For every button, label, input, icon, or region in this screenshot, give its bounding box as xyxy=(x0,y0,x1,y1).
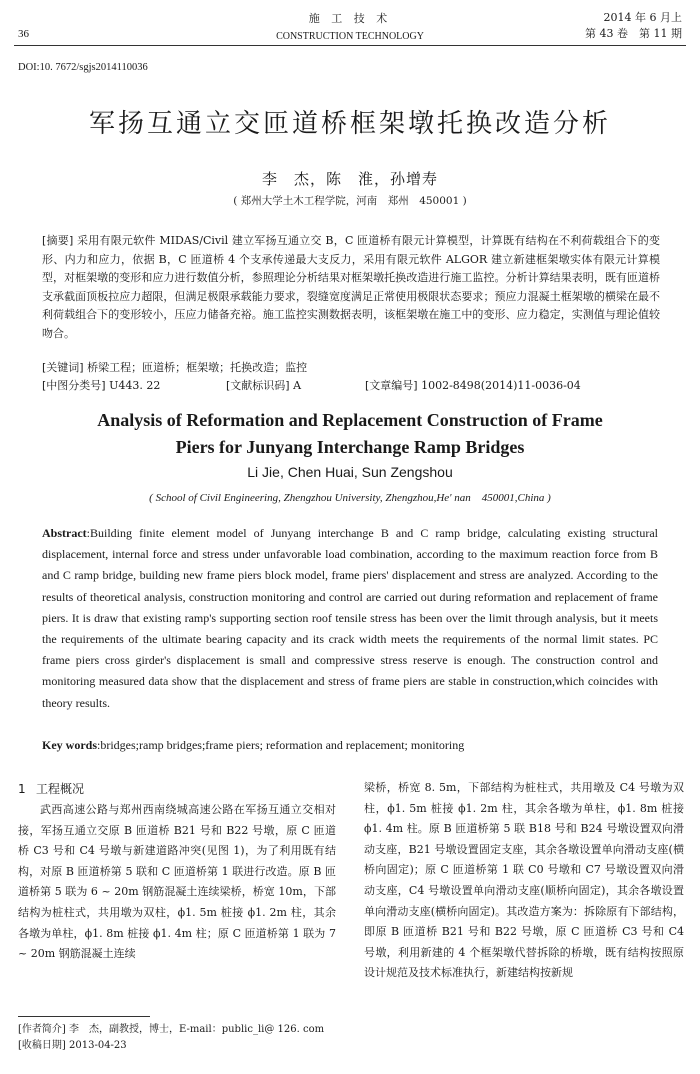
title-en-line-2: Piers for Junyang Interchange Ramp Bridges xyxy=(175,437,525,457)
header-divider xyxy=(14,45,686,46)
keywords-en xyxy=(42,738,658,753)
footnote-author xyxy=(18,1023,338,1037)
keywords-cn-text: 桥梁工程；匝道桥；框架墩；托换改造；监控 xyxy=(87,361,308,374)
journal-header xyxy=(220,10,480,42)
keywords-en-text: :bridges;ramp bridges;frame piers; reformation and replacement; monitoring xyxy=(97,738,465,752)
affiliation-en: ( School of Civil Engineering, Zhengzhou University, Zhengzhou,He' nan 450001,China ) xyxy=(149,492,551,504)
article-label: [文章编号] xyxy=(365,379,418,392)
clc-code xyxy=(42,377,160,393)
section-title: 工程概况 xyxy=(36,782,85,796)
journal-name-cn: 施 工 技 术 xyxy=(308,12,392,25)
keywords-en-label: Key words xyxy=(42,738,97,752)
keywords-cn-label: [关键词] xyxy=(42,361,84,374)
doi: DOI:10. 7672/sgjs2014110036 xyxy=(18,62,148,73)
footnote-divider xyxy=(18,1016,150,1017)
title-en-line-1: Analysis of Reformation and Replacement Construction of Frame xyxy=(97,410,603,430)
paragraph-right: 梁桥，桥宽 8. 5m，下部结构为桩柱式，共用墩及 C4 号墩为双柱，ϕ1. 5m 桩接 ϕ1. 2m 柱，其余各墩为单柱，ϕ1. 8m 桩接 ϕ1. 4m 柱。原 B 匝道桥第 5 联 B18 号和 B24 号墩设置双向滑动支座，B21 号墩设置固定支座，其余各墩设置单向滑动支座(横桥向固定)；原 C 匝道桥第 1 联 C0 号墩和 C7 号墩设置双向滑动支座，C4 号墩设置单向滑动支座(顺桥向固定)，其余各墩设置单向滑动支座(横桥向固定)。其改造方案为：拆除原有下部结构，即原 B 匝道桥 B21 号和 B22 号墩，原 C 匝道桥 C3 号和 C4 号墩，利用新建的 4 个框架墩代替拆除的桥墩，既有结构按照原设计规范及技术标准执行，新建结构按新规 xyxy=(364,781,684,980)
doc-label: [文献标识码] xyxy=(226,379,290,392)
footnote-received-text: 2013-04-23 xyxy=(69,1040,127,1051)
clc-value: U443. 22 xyxy=(109,379,161,392)
abstract-en-text: :Building finite element model of Junyang interchange B and C ramp bridge, calculating existing structural displacement, internal force and stress under unfavorable load combination, according to the maximum reaction force from B and C ramp bridge, building new frame piers block model, frame piers' displacement and stress are analyzed. According to the results of theoretical analysis, construction monitoring and control are carried out during reformation and replacement of frame piers. It is draw that existing ramp's supporting section roof tensile stress has been over the limit through analysis, but it meets the requirements of the ultimate bearing capacity and its crack width meets the requirements of the normal limit states. PC frame piers cross girder's displacement is small and compressive stress reserve is enough. The construction control and monitoring measured data show that the displacement and stress of frame piers are stable in construction,which coincides with theory results. xyxy=(42,526,658,710)
body-column-right xyxy=(364,778,684,984)
page-number: 36 xyxy=(18,28,29,40)
title-en xyxy=(30,407,670,461)
keywords-cn xyxy=(42,359,660,375)
authors-cn: 李 杰，陈 淮，孙增寿 xyxy=(261,170,438,188)
classification-row xyxy=(42,377,660,395)
journal-name-en: CONSTRUCTION TECHNOLOGY xyxy=(276,31,424,42)
authors-en: Li Jie, Chen Huai, Sun Zengshou xyxy=(247,464,453,480)
section-number: 1 xyxy=(18,782,26,796)
paragraph-left: 武西高速公路与郑州西南绕城高速公路在军扬互通立交相对接，军扬互通立交原 B 匝道桥 B21 号和 B22 号墩，原 C 匝道桥 C3 号和 C4 号墩与新建道路冲突(见图 1)，为了利用既有结构，对原 B 匝道桥第 5 联和 C 匝道桥第 1 联进行改造。原 B 匝道桥第 5 联为 6 ~ 20m 钢筋混凝土连续梁桥，桥宽 10m，下部结构为桩柱式，共用墩为双柱，ϕ1. 5m 桩接 ϕ1. 2m 柱，其余各墩为单柱，ϕ1. 8m 桩接 ϕ1. 4m 柱；原 C 匝道桥第 1 联为 7 ~ 20m 钢筋混凝土连续 xyxy=(18,803,336,961)
doc-code xyxy=(226,377,301,393)
footnote-author-label: [作者简介] xyxy=(18,1024,66,1035)
footnote-received xyxy=(18,1039,338,1053)
title-cn: 军扬互通立交匝道桥框架墩托换改造分析 xyxy=(88,109,611,139)
footnote-received-label: [收稿日期] xyxy=(18,1040,66,1051)
doc-value: A xyxy=(293,379,302,392)
abstract-en-label: Abstract xyxy=(42,526,87,540)
article-number xyxy=(365,377,581,393)
issue-date: 2014 年 6 月上 xyxy=(603,11,682,24)
abstract-cn-text: 采用有限元软件 MIDAS/Civil 建立军扬互通立交 B，C 匝道桥有限元计算模型，计算既有结构在不利荷载组合下的变形、内力和应力，依据 B，C 匝道桥 4 个支承传递最大支反力，采用有限元软件 ALGOR 建立新建框架墩实体有限元计算模型，对框架墩的变形和应力进行数值分析，参照理论分析结果对框架墩托换改造进行施工监控。分析计算结果表明，既有匝道桥支承截面顶板拉应力超限，但满足极限承载能力要求，裂缝宽度满足正常使用极限状态要求；预应力混凝土框架墩的横梁在最不利荷载组合下的变形较小，压应力储备充裕。施工监控实测数据表明，该框架墩在施工中的变形、应力稳定，实测值与理论值较吻合。 xyxy=(42,234,660,340)
abstract-en xyxy=(42,523,658,714)
issue-info xyxy=(585,10,682,42)
article-value: 1002-8498(2014)11-0036-04 xyxy=(421,379,581,392)
footnote-author-text: 李 杰，副教授，博士，E-mail：public_li@ 126. com xyxy=(69,1024,325,1035)
abstract-cn xyxy=(42,232,660,344)
affiliation-cn: ( 郑州大学土木工程学院，河南 郑州 450001 ) xyxy=(233,195,467,207)
body-column-left xyxy=(18,778,336,965)
abstract-cn-label: [摘要] xyxy=(42,234,74,247)
clc-label: [中图分类号] xyxy=(42,379,106,392)
section-heading xyxy=(18,778,336,800)
issue-volume: 第 43 卷 第 11 期 xyxy=(585,27,682,40)
